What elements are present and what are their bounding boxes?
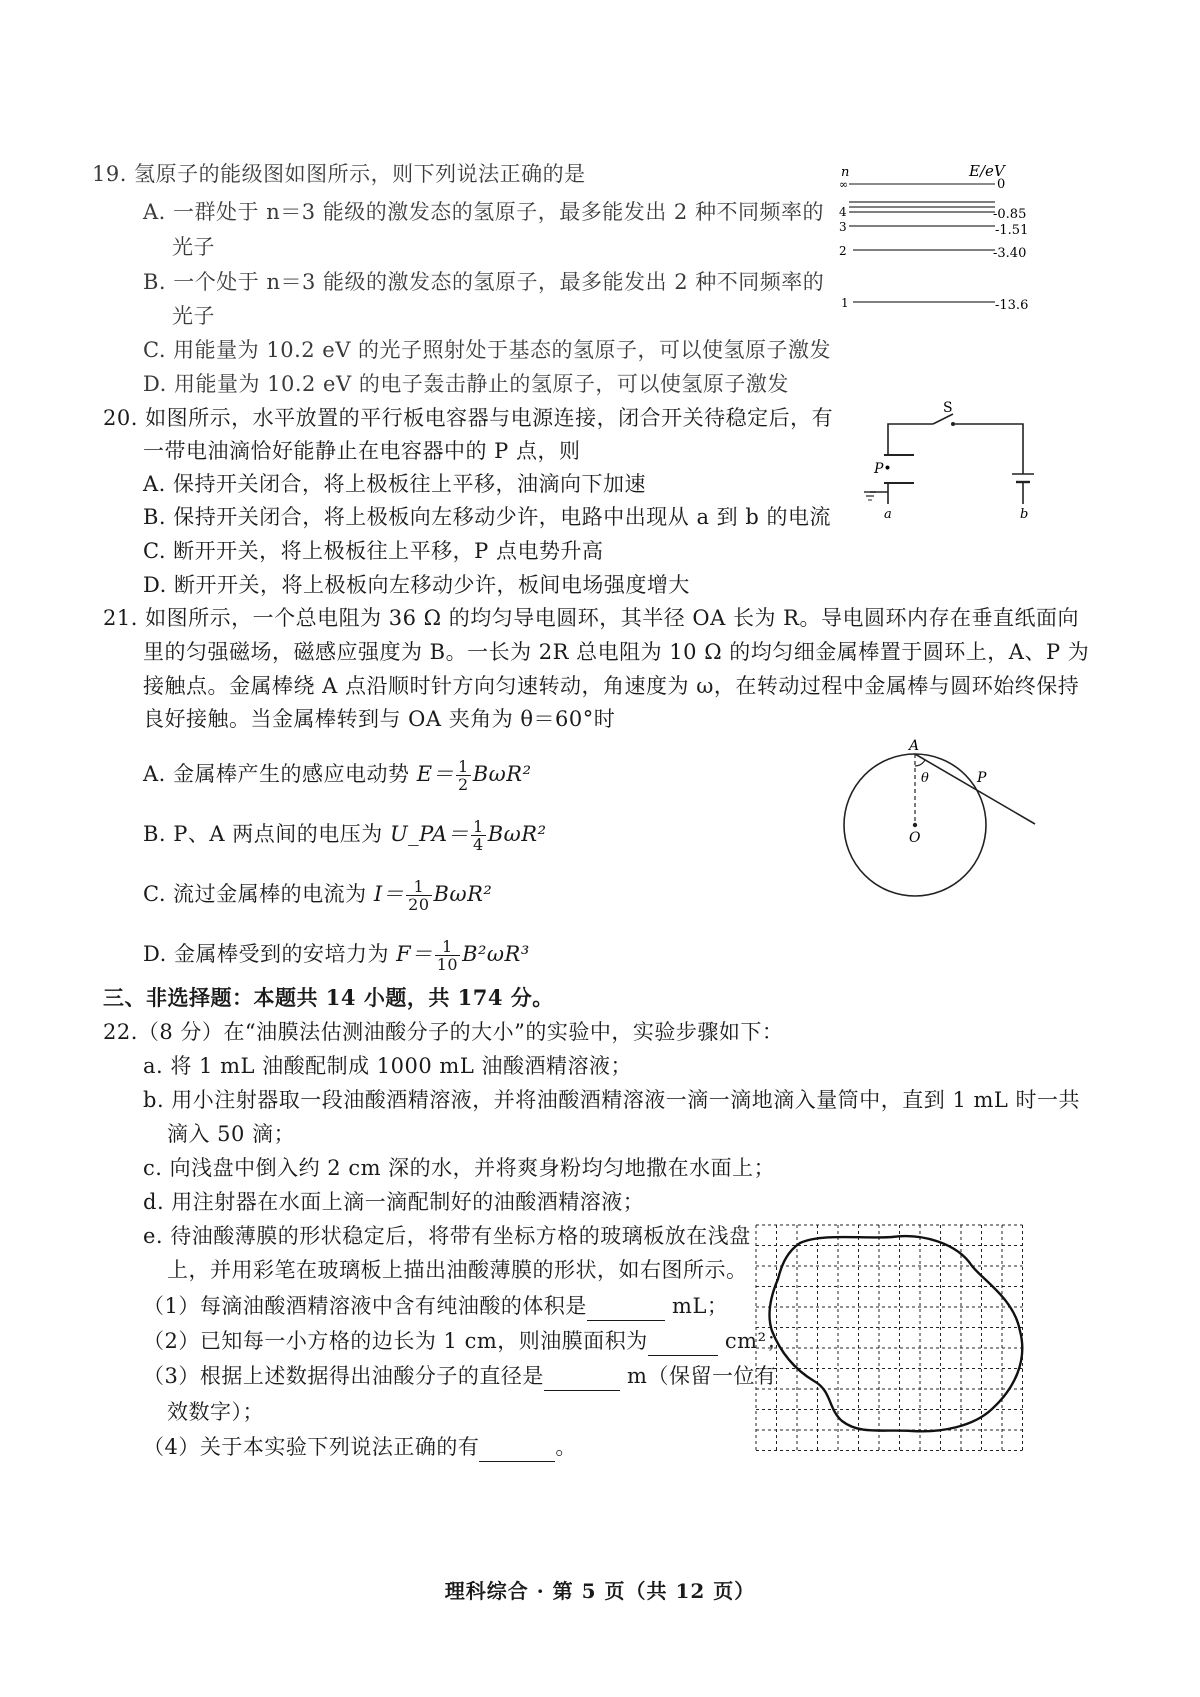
level-4-n: 4 [839, 205, 847, 219]
answer-blank-3[interactable] [544, 1362, 620, 1391]
fraction: $\frac{1}{2}$ [458, 757, 469, 794]
answer-blank-4[interactable] [479, 1433, 555, 1462]
point-p-label: P• [874, 461, 892, 477]
q21-stem-cont-2: 接触点。金属棒绕 A 点沿顺时针方向匀速转动，角速度为 ω，在转动过程中金属棒与圆环始终保持 [143, 674, 1080, 698]
q21-option-a: A. 金属棒产生的感应电动势 E＝ $\frac{1}{2}$ BωR² [143, 757, 532, 794]
q20-stem: 20. 如图所示，水平放置的平行板电容器与电源连接，闭合开关待稳定后，有 [103, 406, 834, 430]
q21-stem: 21. 如图所示，一个总电阻为 36 Ω 的均匀导电圆环，其半径 OA 长为 R。导电圆环内存在垂直纸面向 [103, 606, 1079, 630]
point-a-label: A [909, 738, 920, 754]
level-1-n: 1 [841, 296, 849, 310]
q22-step-b-cont: 滴入 50 滴； [167, 1122, 296, 1146]
terminal-b-label: b [1020, 507, 1029, 522]
q20-stem-cont: 一带电油滴恰好能静止在电容器中的 P 点，则 [143, 439, 581, 463]
point-p-label: P [977, 770, 987, 786]
q22-step-d: d. 用注射器在水面上滴一滴配制好的油酸酒精溶液； [143, 1190, 645, 1214]
q21-option-c: C. 流过金属棒的电流为 I＝ $\frac{1}{20}$ BωR² [143, 877, 493, 914]
q22-step-e: e. 待油酸薄膜的形状稳定后，将带有坐标方格的玻璃板放在浅盘 [143, 1224, 751, 1248]
q21-option-d: D. 金属棒受到的安培力为 F＝ $\frac{1}{10}$ B²ωR³ [143, 937, 530, 974]
e-header: E/eV [969, 162, 1005, 180]
q22-step-a: a. 将 1 mL 油酸配制成 1000 mL 油酸酒精溶液； [143, 1054, 632, 1078]
q21-stem-cont-1: 里的匀强磁场，磁感应强度为 B。一长为 2R 总电阻为 10 Ω 的均匀细金属棒置于圆环上，A、P 为 [143, 640, 1090, 664]
theta-label: θ [921, 771, 929, 786]
q20-option-d: D. 断开开关，将上极板向左移动少许，板间电场强度增大 [143, 573, 690, 597]
level-3-n: 3 [839, 220, 847, 234]
fraction: $\frac{1}{10}$ [436, 937, 459, 974]
level-2-e: -3.40 [993, 246, 1027, 261]
center-point [913, 823, 917, 827]
answer-blank-2[interactable] [648, 1327, 718, 1356]
fraction: $\frac{1}{20}$ [408, 877, 430, 914]
oil-film-grid-figure [752, 1221, 1032, 1461]
switch-label: S [943, 400, 953, 416]
q22-part-3-cont: 效数字）； [167, 1400, 264, 1424]
q19-option-b-cont: 光子 [172, 304, 215, 328]
theta-arc [915, 760, 925, 766]
q21-stem-cont-3: 良好接触。当金属棒转到与 OA 夹角为 θ＝60°时 [143, 707, 616, 731]
q19-option-a-cont: 光子 [172, 235, 215, 259]
page-footer: 理科综合 · 第 5 页（共 12 页） [444, 1579, 756, 1603]
level-2-n: 2 [839, 244, 847, 258]
q19-option-b: B. 一个处于 n＝3 能级的激发态的氢原子，最多能发出 2 种不同频率的 [143, 270, 825, 294]
q20-option-a: A. 保持开关闭合，将上极板往上平移，油滴向下加速 [143, 472, 647, 496]
q22-step-b: b. 用小注射器取一段油酸酒精溶液，并将油酸酒精溶液一滴一滴地滴入量筒中，直到 1 mL 时一共 [143, 1088, 1081, 1112]
q22-part-4: （4）关于本实验下列说法正确的有 。 [143, 1433, 577, 1462]
level-3-e: -1.51 [995, 223, 1029, 238]
fraction: $\frac{1}{4}$ [473, 817, 484, 854]
capacitor-circuit-diagram [848, 400, 1038, 525]
q21-option-b: B. P、A 两点间的电压为 U_PA＝ $\frac{1}{4}$ BωR² [143, 817, 547, 854]
q19-option-c: C. 用能量为 10.2 eV 的光子照射处于基态的氢原子，可以使氢原子激发 [143, 338, 832, 362]
point-o-label: O [909, 830, 921, 846]
q19-stem: 19. 氢原子的能级图如图所示，则下列说法正确的是 [92, 162, 586, 186]
q19-option-a: A. 一群处于 n＝3 能级的激发态的氢原子，最多能发出 2 种不同频率的 [143, 200, 824, 224]
metal-rod [915, 754, 1035, 824]
q19-option-d: D. 用能量为 10.2 eV 的电子轰击静止的氢原子，可以使氢原子激发 [143, 372, 789, 396]
q22-part-2: （2）已知每一小方格的边长为 1 cm，则油膜面积为 cm²； [143, 1327, 788, 1356]
ring-rod-diagram [835, 738, 1040, 908]
q22-stem: 22.（8 分）在“油膜法估测油酸分子的大小”的实验中，实验步骤如下： [103, 1020, 784, 1044]
energy-level-diagram [835, 160, 1035, 320]
oil-film-outline [770, 1236, 1023, 1431]
section-3-heading: 三、非选择题：本题共 14 小题，共 174 分。 [103, 985, 554, 1010]
level-inf-e: 0 [997, 177, 1006, 192]
q22-part-3: （3）根据上述数据得出油酸分子的直径是 m（保留一位有 [143, 1362, 776, 1391]
level-4-e: -0.85 [993, 207, 1027, 222]
answer-blank-1[interactable] [587, 1292, 665, 1321]
level-inf-n: ∞ [839, 178, 849, 191]
n-header: n [841, 165, 850, 180]
q20-option-b: B. 保持开关闭合，将上极板向左移动少许，电路中出现从 a 到 b 的电流 [143, 505, 831, 529]
q22-step-e-cont: 上，并用彩笔在玻璃板上描出油酸薄膜的形状，如右图所示。 [167, 1258, 748, 1282]
terminal-a-label: a [884, 507, 892, 522]
q22-part-1: （1）每滴油酸酒精溶液中含有纯油酸的体积是 mL； [143, 1292, 728, 1321]
q22-step-c: c. 向浅盘中倒入约 2 cm 深的水，并将爽身粉均匀地撒在水面上； [143, 1156, 776, 1180]
level-1-e: -13.6 [995, 298, 1029, 313]
q20-option-c: C. 断开开关，将上极板往上平移，P 点电势升高 [143, 539, 604, 563]
